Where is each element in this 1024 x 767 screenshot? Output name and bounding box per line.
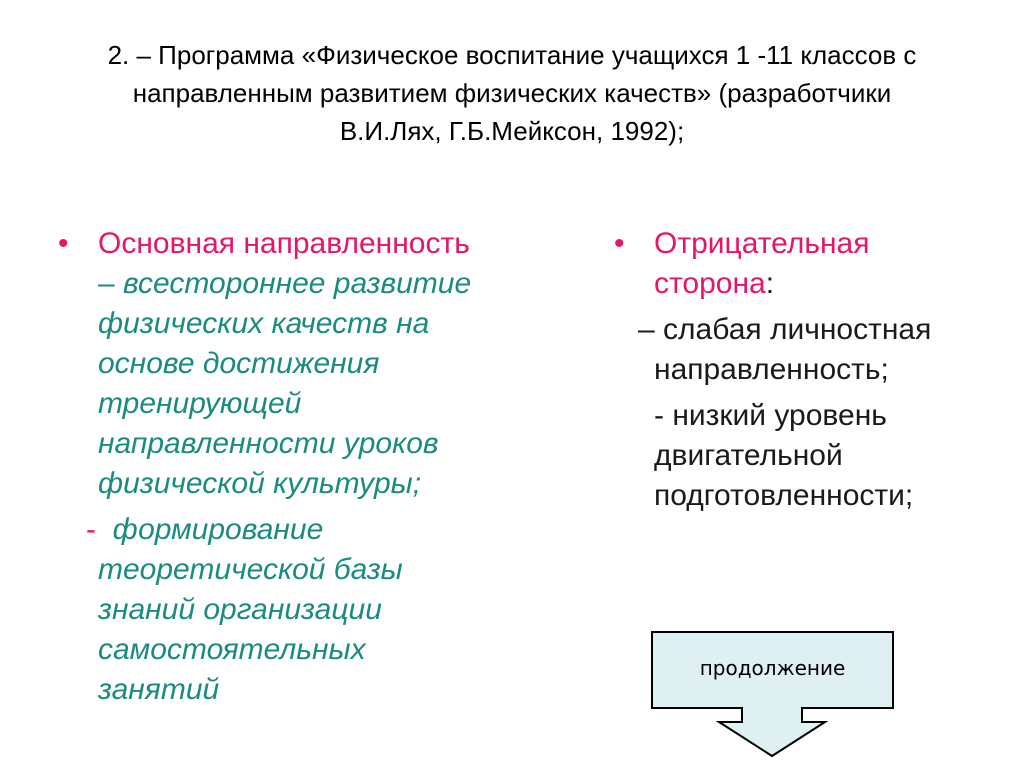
bullet-marker: • bbox=[58, 227, 69, 260]
right-heading-line-2 bbox=[654, 264, 1014, 304]
left-line: физических качеств на bbox=[98, 307, 430, 340]
right-item-1-cont: направленность; bbox=[654, 353, 889, 386]
right-heading-colon: : bbox=[765, 267, 775, 300]
left-line: тренирующей bbox=[98, 387, 302, 420]
left-subitem bbox=[86, 510, 558, 710]
bullet-marker: • bbox=[614, 227, 625, 260]
left-sub-line: формирование bbox=[112, 513, 324, 546]
sub-dash: - bbox=[86, 513, 96, 546]
title-line-2: направленным развитием физических качеств» (разработчики bbox=[132, 78, 892, 108]
right-item-2-cont: двигательной bbox=[654, 439, 843, 472]
left-heading: Основная направленность bbox=[98, 227, 470, 260]
down-arrow-icon bbox=[650, 630, 895, 760]
left-line: направленности уроков bbox=[98, 427, 439, 460]
left-bullet-text bbox=[86, 224, 558, 710]
title-line-3: В.И.Лях, Г.Б.Мейксон, 1992); bbox=[339, 116, 685, 146]
right-item-2: - низкий уровень bbox=[654, 399, 887, 432]
left-column bbox=[58, 224, 558, 710]
left-sub-line: знаний организации bbox=[98, 593, 382, 626]
left-line: – всестороннее развитие bbox=[98, 267, 472, 300]
right-heading-word: сторона bbox=[654, 267, 766, 300]
left-sub-line: самостоятельных bbox=[98, 633, 366, 666]
right-heading-line: Отрицательная bbox=[654, 227, 870, 260]
continue-button[interactable] bbox=[650, 630, 895, 760]
title-line-1: 2. – Программа «Физическое воспитание учащихся 1 -11 классов с bbox=[107, 40, 917, 70]
slide-title bbox=[40, 36, 984, 150]
left-line: физической культуры; bbox=[98, 467, 422, 500]
right-item-1: – слабая личностная bbox=[638, 313, 932, 346]
left-sub-line: занятий bbox=[98, 673, 220, 706]
right-bullet-text bbox=[638, 224, 1014, 516]
left-sub-line: теоретической базы bbox=[98, 553, 403, 586]
left-description bbox=[98, 264, 558, 504]
left-line: основе достижения bbox=[98, 347, 380, 380]
right-item-2-cont: подготовленности; bbox=[654, 479, 914, 512]
right-column bbox=[614, 224, 1014, 516]
continue-label: продолжение bbox=[699, 656, 846, 680]
